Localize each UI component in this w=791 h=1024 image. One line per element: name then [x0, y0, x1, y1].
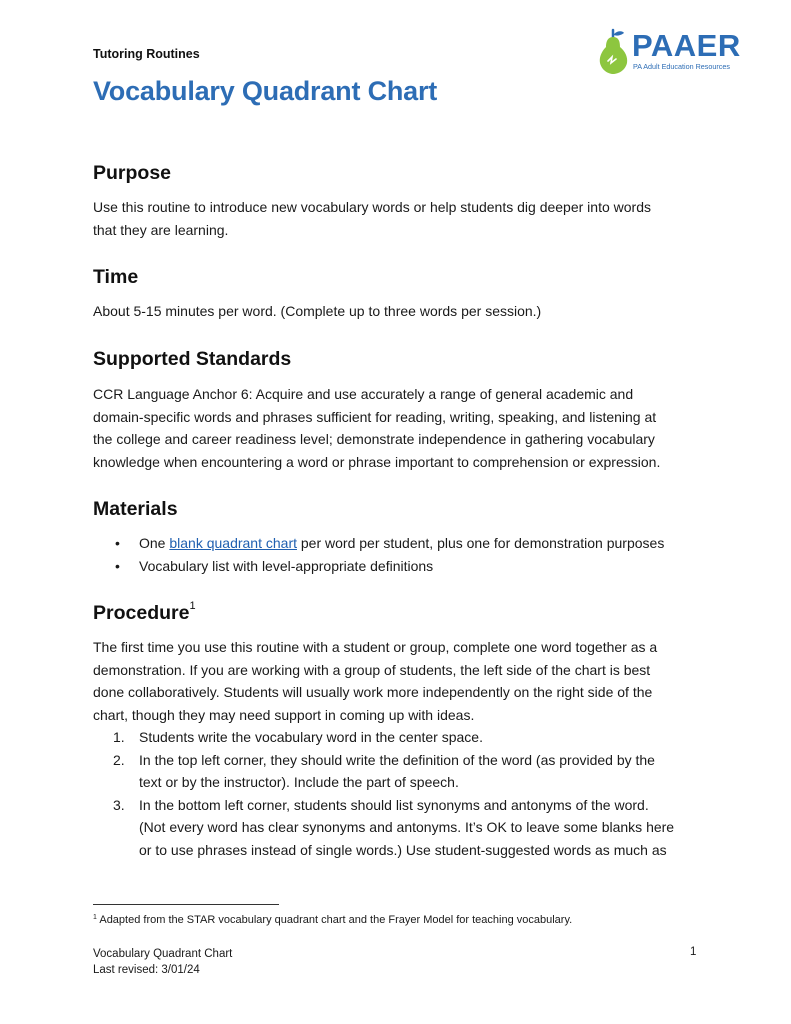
page-number: 1 — [690, 946, 697, 958]
text-fragment: One — [139, 535, 170, 551]
text-line: In the bottom left corner, students should list synonyms and antonyms of the word. — [139, 796, 649, 813]
standards-heading: Supported Standards — [93, 348, 292, 370]
footer-doc-name: Vocabulary Quadrant Chart — [93, 948, 233, 960]
text-line: (Not every word has clear synonyms and antonyms. It’s OK to leave some blanks here — [139, 819, 675, 835]
text-line: that they are learning. — [93, 221, 229, 238]
text-line: the college and career readiness level; demonstrate independence in gathering vocabulary — [93, 431, 655, 447]
list-item — [113, 749, 674, 794]
footer-revised: Last revised: 3/01/24 — [93, 964, 200, 976]
materials-list — [113, 532, 664, 577]
blank-quadrant-chart-link[interactable]: blank quadrant chart — [169, 535, 297, 551]
procedure-intro — [93, 636, 693, 726]
text-line: or to use phrases instead of single words.) Use student-suggested words as much as — [139, 841, 667, 858]
text-line: demonstration. If you are working with a group of students, the left side of the chart is best — [93, 661, 651, 678]
purpose-heading: Purpose — [93, 162, 172, 184]
standards-text — [93, 383, 693, 473]
footnote — [93, 914, 572, 926]
text-line: Use this routine to introduce new vocabulary words or help students dig deeper into words — [93, 199, 651, 215]
text-fragment: Vocabulary list with level-appropriate definitions — [139, 557, 434, 574]
page-title: Vocabulary Quadrant Chart — [93, 76, 438, 106]
footnote-reference[interactable]: 1 — [189, 600, 196, 612]
procedure-steps — [113, 726, 674, 861]
text-line: Students write the vocabulary word in the center space. — [139, 729, 483, 745]
text-line: chart, though they may need support in coming up with ideas. — [93, 706, 475, 723]
footnote-text: Adapted from the STAR vocabulary quadrant chart and the Frayer Model for teaching vocabulary. — [96, 914, 573, 926]
footnote-divider — [93, 904, 279, 905]
purpose-text — [93, 196, 693, 241]
text-line: knowledge when encountering a word or phrase important to comprehension or expression. — [93, 453, 661, 470]
bullet-icon: • — [115, 557, 120, 574]
text-line: text or by the instructor). Include the part of speech. — [139, 774, 459, 790]
footnote-mark: 1 — [93, 914, 97, 921]
step-number: 2. — [113, 751, 125, 768]
text-fragment: per word per student, plus one for demonstration purposes — [297, 535, 665, 551]
paaer-logo — [596, 28, 746, 76]
bullet-icon: • — [115, 535, 120, 551]
text-line: CCR Language Anchor 6: Acquire and use accurately a range of general academic and — [93, 386, 634, 402]
step-number: 1. — [113, 729, 125, 745]
time-text — [93, 300, 693, 323]
list-item — [113, 532, 664, 555]
text-line: done collaboratively. Students will usually work more independently on the right side of the — [93, 684, 653, 700]
text-line: About 5-15 minutes per word. (Complete up to three words per session.) — [93, 303, 542, 319]
step-number: 3. — [113, 796, 125, 813]
text-line: domain-specific words and phrases sufficient for reading, writing, speaking, and listening at — [93, 408, 657, 425]
time-heading: Time — [93, 266, 139, 288]
text-line: The first time you use this routine with a student or group, complete one word together as a — [93, 639, 658, 655]
logo-wordmark: PAAER — [632, 28, 741, 63]
list-item — [113, 794, 674, 862]
procedure-heading — [93, 602, 196, 625]
heading-text: Procedure — [93, 602, 190, 624]
page-footer — [93, 946, 232, 978]
pear-icon — [596, 28, 630, 74]
logo-tagline: PA Adult Education Resources — [633, 62, 730, 71]
text-line: In the top left corner, they should write the definition of the word (as provided by the — [139, 751, 655, 768]
list-item — [113, 726, 674, 749]
list-item — [113, 555, 664, 578]
materials-heading: Materials — [93, 498, 178, 520]
document-kicker: Tutoring Routines — [93, 47, 200, 61]
